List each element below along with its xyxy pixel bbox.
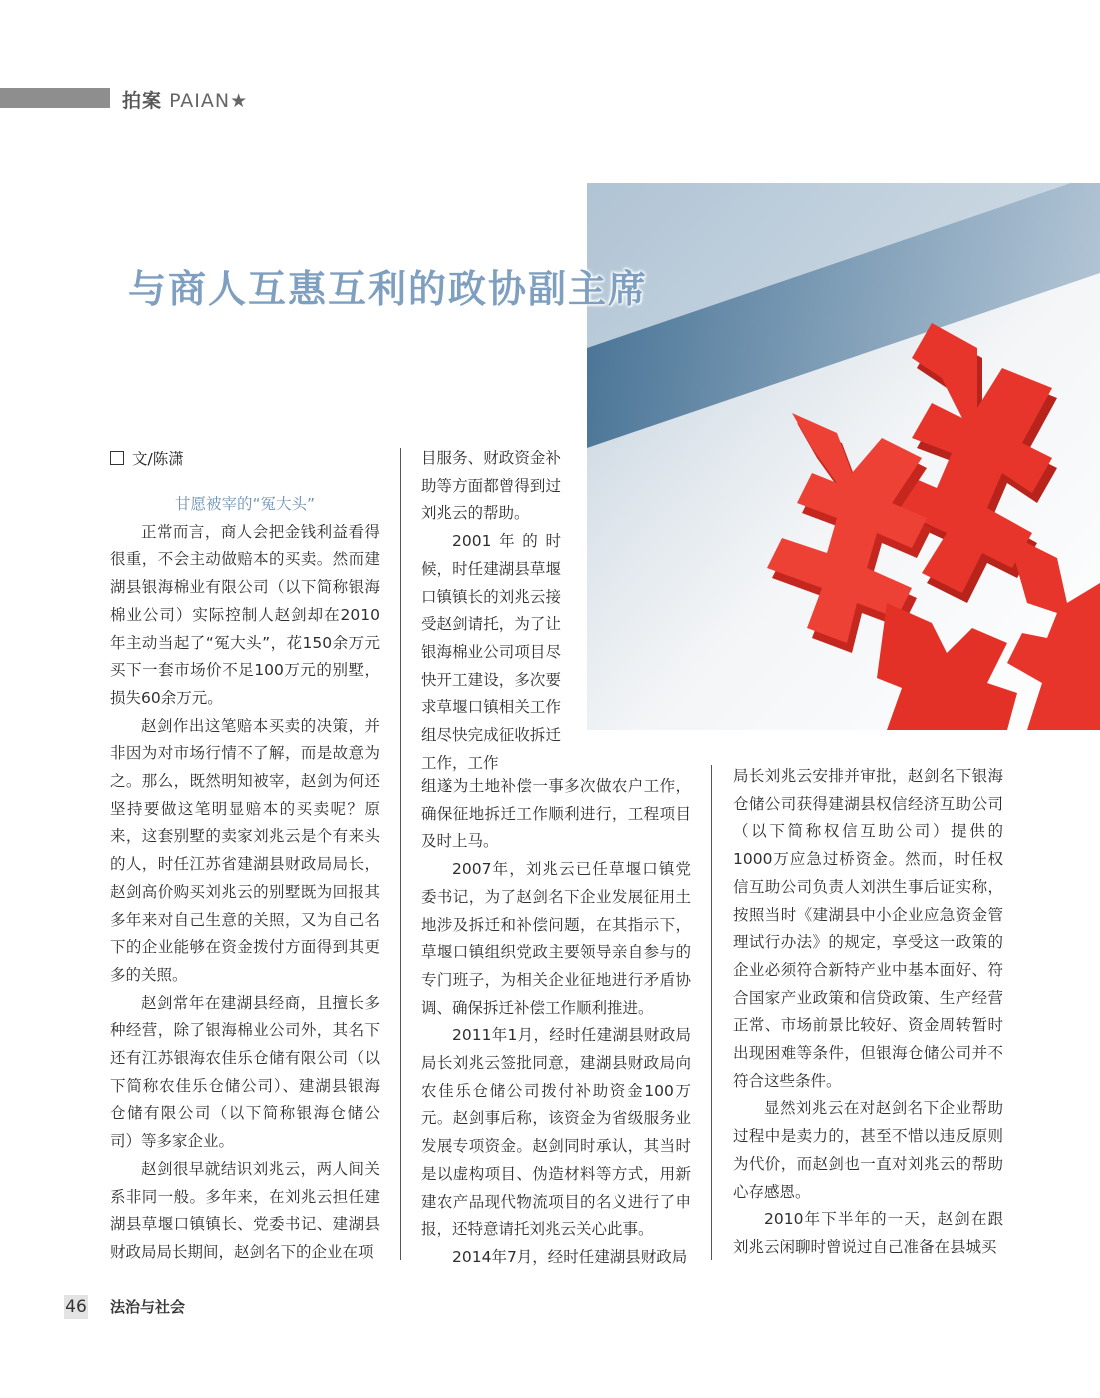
column-3 <box>733 763 1003 1262</box>
paragraph: 2010年下半年的一天，赵剑在跟刘兆云闲聊时曾说过自己准备在县城买 <box>733 1210 1003 1256</box>
paragraph: 赵剑作出这笔赔本买卖的决策，并非因为对市场行情不了解，而是故意为之。那么，既然明知被宰，赵剑为何还坚持要做这笔明显赔本的买卖呢？原来，这套别墅的卖家刘兆云是个有来头的人，时任江苏省建湖县财政局局长，赵剑高价购买刘兆云的别墅既为回报其多年来对自己生意的关照，又为自己名下的企业能够在资金拨付方面得到其更多的关照。 <box>110 716 380 984</box>
column-2-top <box>421 445 561 777</box>
section-header-bar <box>0 88 110 108</box>
column-2-bottom <box>421 773 691 1272</box>
section-header: 拍案 PAIAN★ <box>122 90 249 112</box>
paragraph: 赵剑很早就结识刘兆云，两人间关系非同一般。多年来，在刘兆云担任建湖县草堰口镇镇长、党委书记、建湖县财政局局长期间，赵剑名下的企业在项 <box>110 1159 380 1261</box>
paragraph: 2011年1月，经时任建湖县财政局局长刘兆云签批同意，建湖县财政局向农佳乐仓储公司拨付补助资金100万元。赵剑事后称，该资金为省级服务业发展专项资金。赵剑同时承认，其当时是以虚构项目、伪造材料等方式，用新建农产品现代物流项目的名义进行了申报，还特意请托刘兆云关心此事。 <box>421 1026 691 1239</box>
column-divider <box>400 448 401 1260</box>
paragraph: 2007年，刘兆云已任草堰口镇党委书记，为了赵剑名下企业发展征用土地涉及拆迁和补偿问题，在其指示下，草堰口镇组织党政主要领导亲自参与的专门班子，为相关企业征地进行矛盾协调、确保拆迁补偿工作顺利推进。 <box>421 860 691 1017</box>
byline: 文/陈潇 <box>110 447 184 469</box>
page-number: 46 <box>65 1297 87 1317</box>
paragraph: 显然刘兆云在对赵剑名下企业帮助过程中是卖力的，甚至不惜以违反原则为代价，而赵剑也一直对刘兆云的帮助心存感恩。 <box>733 1099 1003 1201</box>
article-title: 与商人互惠互利的政协副主席 <box>128 267 649 311</box>
paragraph: 目服务、财政资金补助等方面都曾得到过刘兆云的帮助。 <box>421 449 561 523</box>
yuan-symbol-photo <box>587 183 1100 730</box>
column-1 <box>110 491 380 1267</box>
magazine-name: 法治与社会 <box>110 1298 186 1316</box>
paragraph: 组遂为土地补偿一事多次做农户工作，确保征地拆迁工作顺利进行，工程项目及时上马。 <box>421 777 691 851</box>
paragraph: 赵剑常年在建湖县经商，且擅长多种经营，除了银海棉业公司外，其名下还有江苏银海农佳乐仓储有限公司（以下简称农佳乐仓储公司）、建湖县银海仓储有限公司（以下简称银海仓储公司）等多家企业。 <box>110 993 380 1151</box>
section-subhead: 甘愿被宰的“冤大头” <box>174 495 316 513</box>
paragraph: 2001年的时候，时任建湖县草堰口镇镇长的刘兆云接受赵剑请托，为了让银海棉业公司项目尽快开工建设，多次要求草堰口镇相关工作组尽快完成征收拆迁工作，工作 <box>421 532 561 772</box>
paragraph: 2014年7月，经时任建湖县财政局 <box>452 1247 688 1266</box>
column-divider <box>711 765 712 1260</box>
paragraph: 局长刘兆云安排并审批，赵剑名下银海仓储公司获得建湖县权信经济互助公司（以下简称权信互助公司）提供的1000万应急过桥资金。然而，时任权信互助公司负责人刘洪生事后证实称，按照当时《建湖县中小企业应急资金管理试行办法》的规定，享受这一政策的企业必须符合新特产业中基本面好、符合国家产业政策和信贷政策、生产经营正常、市场前景比较好、资金周转暂时出现困难等条件，但银海仓储公司并不符合这些条件。 <box>733 767 1003 1090</box>
square-icon <box>110 451 124 465</box>
paragraph: 正常而言，商人会把金钱利益看得很重，不会主动做赔本的买卖。然而建湖县银海棉业有限公司（以下简称银海棉业公司）实际控制人赵剑却在2010年主动当起了“冤大头”，花150余万元买下一套市场价不足100万元的别墅，损失60余万元。 <box>110 522 380 707</box>
